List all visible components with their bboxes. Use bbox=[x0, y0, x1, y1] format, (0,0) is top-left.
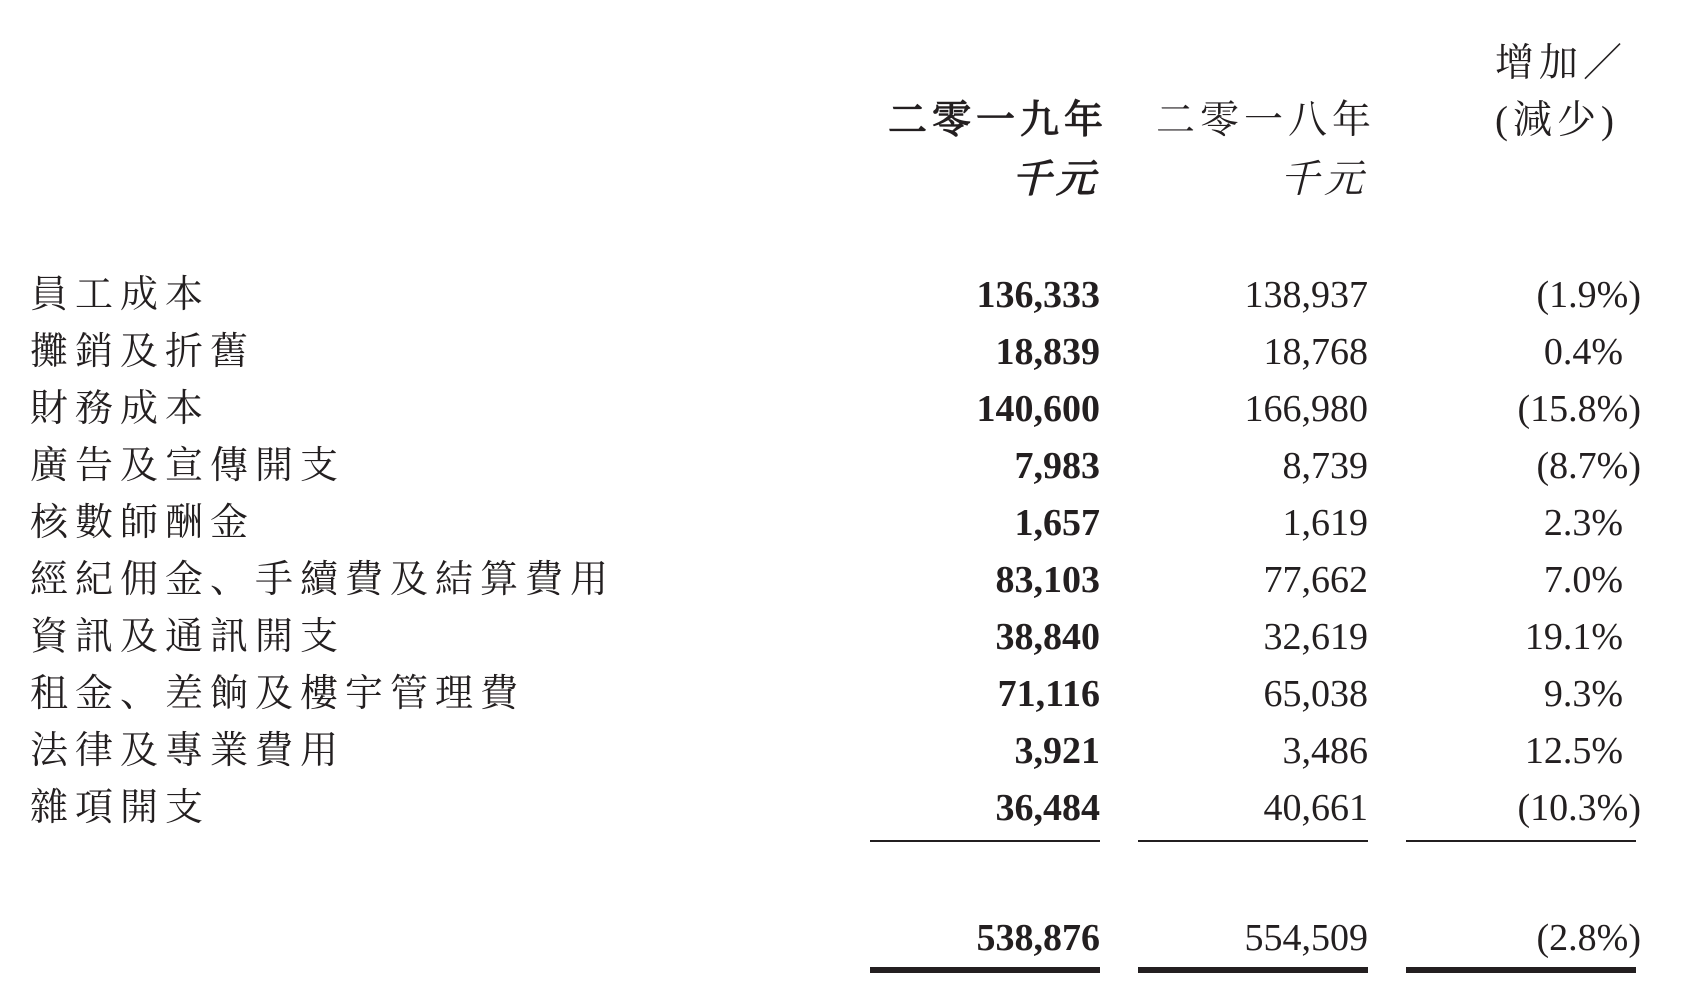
table-row bbox=[0, 381, 1690, 438]
value-change: (8.7%) bbox=[1536, 445, 1641, 487]
value-2019: 140,600 bbox=[976, 388, 1100, 430]
table-row bbox=[0, 267, 1690, 324]
total-2019: 538,876 bbox=[976, 917, 1100, 959]
value-2019: 3,921 bbox=[1014, 730, 1100, 772]
row-label: 財務成本 bbox=[30, 388, 211, 430]
value-2018: 32,619 bbox=[1263, 616, 1368, 658]
header-2019: 二零一九年 bbox=[887, 99, 1108, 142]
row-label: 資訊及通訊開支 bbox=[30, 616, 346, 658]
value-2018: 166,980 bbox=[1244, 388, 1368, 430]
subtotal-rule-change bbox=[1406, 840, 1636, 842]
value-change: 2.3% bbox=[1543, 502, 1623, 544]
header-2018: 二零一八年 bbox=[1155, 99, 1376, 142]
unit-2019: 千元 bbox=[1011, 158, 1100, 201]
table-row bbox=[0, 609, 1690, 666]
value-2019: 38,840 bbox=[995, 616, 1100, 658]
total-rule-2018 bbox=[1138, 967, 1368, 973]
value-2019: 83,103 bbox=[995, 559, 1100, 601]
row-label: 攤銷及折舊 bbox=[30, 331, 256, 373]
value-2019: 18,839 bbox=[995, 331, 1100, 373]
header-change-line1: 增加／ bbox=[1495, 42, 1628, 85]
header-change-line2: (減少) bbox=[1495, 99, 1619, 142]
row-label: 廣告及宣傳開支 bbox=[30, 445, 346, 487]
value-2019: 7,983 bbox=[1014, 445, 1100, 487]
total-row bbox=[0, 910, 1690, 967]
value-2019: 71,116 bbox=[997, 673, 1100, 715]
row-label: 租金、差餉及樓宇管理費 bbox=[30, 673, 526, 715]
unit-2018: 千元 bbox=[1279, 158, 1368, 201]
row-label: 員工成本 bbox=[30, 274, 211, 316]
value-2018: 1,619 bbox=[1282, 502, 1368, 544]
table-row bbox=[0, 552, 1690, 609]
table-row bbox=[0, 666, 1690, 723]
subtotal-rule-2018 bbox=[1138, 840, 1368, 842]
value-change: 19.1% bbox=[1524, 616, 1623, 658]
value-change: 7.0% bbox=[1543, 559, 1623, 601]
value-2018: 40,661 bbox=[1263, 787, 1368, 829]
value-change: (1.9%) bbox=[1536, 274, 1641, 316]
table-row bbox=[0, 495, 1690, 552]
value-2018: 18,768 bbox=[1263, 331, 1368, 373]
table-row bbox=[0, 780, 1690, 837]
value-2018: 3,486 bbox=[1282, 730, 1368, 772]
value-change: (10.3%) bbox=[1517, 787, 1641, 829]
subtotal-rule-2019 bbox=[870, 840, 1100, 842]
value-2018: 8,739 bbox=[1282, 445, 1368, 487]
value-2018: 77,662 bbox=[1263, 559, 1368, 601]
total-rule-2019 bbox=[870, 967, 1100, 973]
table-row bbox=[0, 324, 1690, 381]
table-row bbox=[0, 723, 1690, 780]
value-change: 0.4% bbox=[1543, 331, 1623, 373]
total-2018: 554,509 bbox=[1244, 917, 1368, 959]
value-2019: 136,333 bbox=[976, 274, 1100, 316]
value-2019: 36,484 bbox=[995, 787, 1100, 829]
value-2018: 138,937 bbox=[1244, 274, 1368, 316]
table-row bbox=[0, 438, 1690, 495]
row-label: 核數師酬金 bbox=[30, 502, 256, 544]
total-rule-change bbox=[1406, 967, 1636, 973]
total-change: (2.8%) bbox=[1536, 917, 1641, 959]
row-label: 法律及專業費用 bbox=[30, 730, 346, 772]
value-2019: 1,657 bbox=[1014, 502, 1100, 544]
value-2018: 65,038 bbox=[1263, 673, 1368, 715]
row-label: 雜項開支 bbox=[30, 787, 211, 829]
row-label: 經紀佣金、手續費及結算費用 bbox=[30, 559, 616, 601]
value-change: 9.3% bbox=[1543, 673, 1623, 715]
value-change: 12.5% bbox=[1524, 730, 1623, 772]
value-change: (15.8%) bbox=[1517, 388, 1641, 430]
